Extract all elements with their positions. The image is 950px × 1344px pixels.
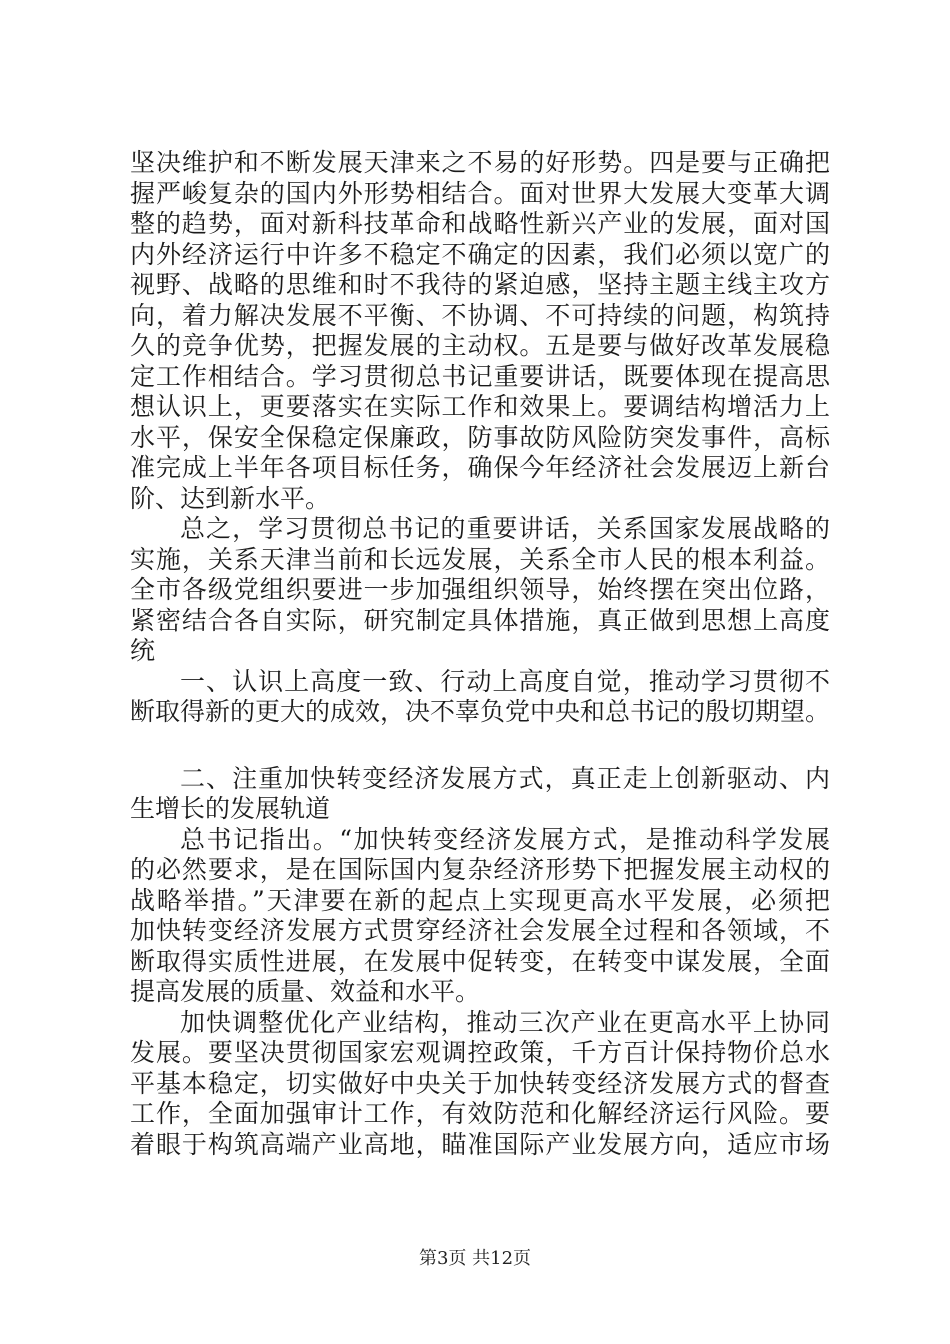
text-line: 阶、达到新水平。 (130, 483, 331, 513)
text-line: 全市各级党组织要进一步加强组织领导，始终摆在突出位路， (130, 575, 830, 604)
text-line: 坚决维护和不断发展天津来之不易的好形势。四是要与正确把 (130, 148, 830, 177)
paragraph-6 (130, 1008, 830, 1161)
text-line: 的必然要求，是在国际国内复杂经济形势下把握发展主动权的 (130, 855, 830, 884)
text-line: 想认识上，更要落实在实际工作和效果上。要调结构增活力上 (130, 392, 830, 421)
text-line: 总书记指出。“加快转变经济发展方式，是推动科学发展 (180, 824, 830, 854)
paragraph-1 (130, 148, 830, 514)
text-line: 二、注重加快转变经济发展方式，真正走上创新驱动、内 (180, 763, 830, 793)
text-line: 紧密结合各自实际，研究制定具体措施，真正做到思想上高度 (130, 605, 830, 635)
text-line: 战略举措。”天津要在新的起点上实现更高水平发展，必须把 (130, 885, 830, 915)
section-heading (130, 764, 830, 825)
text-line: 发展。要坚决贯彻国家宏观调控政策，千方百计保持物价总水 (130, 1038, 830, 1067)
paragraph-3 (130, 667, 830, 728)
text-line: 生增长的发展轨道 (130, 794, 331, 823)
text-line: 实施，关系天津当前和长远发展，关系全市人民的根本利益。 (130, 544, 830, 574)
text-line: 工作，全面加强审计工作，有效防范和化解经济运行风险。要 (130, 1099, 830, 1128)
text-line: 向，着力解决发展不平衡、不协调、不可持续的问题，构筑持 (130, 300, 830, 330)
text-line: 内外经济运行中许多不稳定不确定的因素，我们必须以宽广的 (130, 239, 830, 269)
page-number: 第3页 共12页 (418, 1248, 532, 1269)
text-line: 着眼于构筑高端产业高地，瞄准国际产业发展方向，适应市场 (130, 1129, 830, 1159)
text-line: 久的竞争优势，把握发展的主动权。五是要与做好改革发展稳 (130, 331, 830, 360)
text-line: 一、认识上高度一致、行动上高度自觉，推动学习贯彻不 (180, 666, 830, 696)
text-line: 视野、战略的思维和时不我待的紧迫感，坚持主题主线主攻方 (130, 270, 830, 299)
paragraph-gap (130, 728, 830, 764)
text-line: 加快调整优化产业结构，推动三次产业在更高水平上协同 (180, 1007, 830, 1037)
text-line: 加快转变经济发展方式贯穿经济社会发展全过程和各领域，不 (130, 916, 830, 945)
text-line: 握严峻复杂的国内外形势相结合。面对世界大发展大变革大调 (130, 178, 830, 208)
paragraph-2 (130, 514, 830, 667)
text-line: 平基本稳定，切实做好中央关于加快转变经济发展方式的督查 (130, 1068, 830, 1098)
text-line: 统 (130, 636, 156, 665)
text-line: 整的趋势，面对新科技革命和战略性新兴产业的发展，面对国 (130, 209, 830, 238)
text-line: 断取得实质性进展，在发展中促转变，在转变中谋发展，全面 (130, 946, 830, 976)
text-line: 总之，学习贯彻总书记的重要讲话，关系国家发展战略的 (180, 514, 830, 543)
text-line: 定工作相结合。学习贯彻总书记重要讲话，既要体现在提高思 (130, 361, 830, 391)
text-line: 准完成上半年各项目标任务，确保今年经济社会发展迈上新台 (130, 453, 830, 482)
text-line: 水平，保安全保稳定保廉政，防事故防风险防突发事件，高标 (130, 422, 830, 452)
paragraph-5 (130, 825, 830, 1008)
document-body (130, 148, 830, 1160)
text-line: 提高发展的质量、效益和水平。 (130, 977, 481, 1006)
text-line: 断取得新的更大的成效，决不辜负党中央和总书记的殷切期望。 (130, 697, 831, 726)
